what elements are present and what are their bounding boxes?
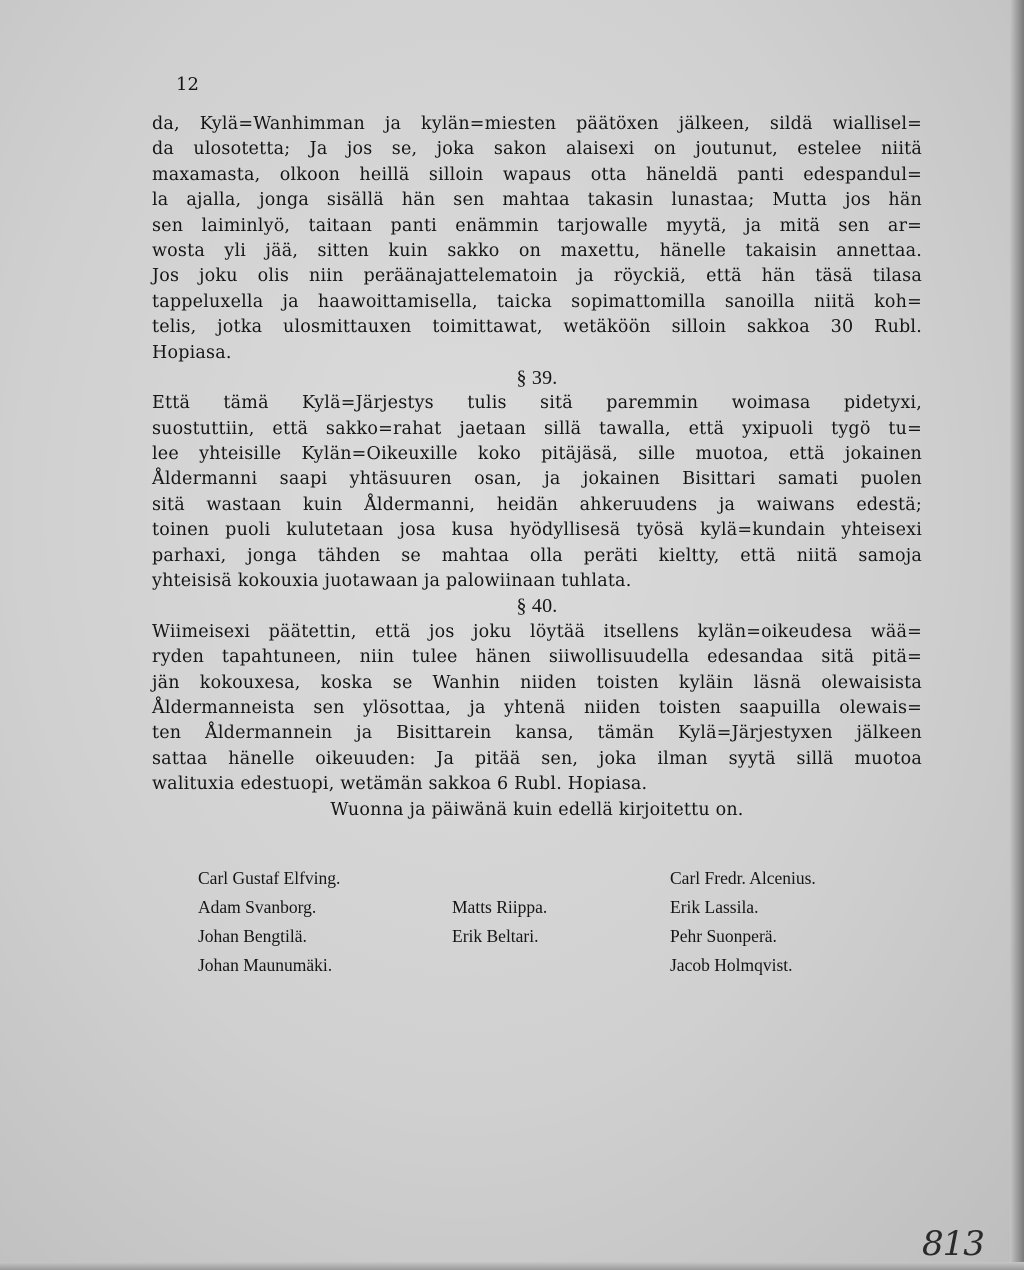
text-line: walituxia edestuopi, wetämän sakkoa 6 Rubl. Hopiasa. — [152, 774, 648, 795]
text-line: da, Kylä=Wanhimman ja kylän=miesten päätöxen jälkeen, sildä wiallisel= — [152, 114, 922, 134]
page-number: 12 — [176, 74, 199, 95]
signature-name: Johan Bengtilä. — [198, 926, 307, 946]
body-text — [152, 112, 922, 823]
text-line: Että tämä Kylä=Järjestys tulis sitä paremmin woimasa pidetyxi, — [152, 393, 922, 414]
signature-name: Carl Gustaf Elfving. — [198, 868, 341, 888]
page-edge-shadow — [1010, 0, 1024, 1270]
text-line: da ulosotetta; Ja jos se, joka sakon alaisexi on joutunut, estelee niitä — [152, 139, 922, 160]
text-line: lee yhteisille Kylän=Oikeuxille koko pitäjäsä, sille muotoa, että jokainen — [152, 444, 922, 465]
text-line: la ajalla, jonga sisällä hän sen mahtaa takasin lunastaa; Mutta jos hän — [152, 190, 922, 211]
text-line: Wiimeisexi päätettin, että jos joku löytää itsellens kylän=oikeudesa wää= — [152, 621, 922, 642]
closing-line: Wuonna ja päiwänä kuin edellä kirjoitettu on. — [330, 799, 744, 820]
signature-name: Erik Beltari. — [452, 926, 539, 946]
signature-row — [198, 897, 918, 926]
text-line: ten Åldermannein ja Bisittarein kansa, tämän Kylä=Järjestyxen jälkeen — [152, 723, 922, 744]
text-line: Jos joku olis niin peräänajattelematoin ja röyckiä, että hän täsä tilasa — [152, 266, 922, 287]
text-line: ryden tapahtuneen, niin tulee hänen siiwollisuudella edesandaa sitä pitä= — [152, 647, 922, 668]
signature-name: Jacob Holmqvist. — [670, 955, 793, 975]
text-line: Åldermanneista sen ylösottaa, ja yhtenä niiden toisten saapuilla olewais= — [152, 697, 922, 718]
text-line: jän kokouxesa, koska se Wanhin niiden toisten kyläin läsnä olewaisista — [152, 672, 922, 693]
text-line: toinen puoli kulutetaan josa kusa hyödyllisesä työsä kylä=kundain yhteisexi — [152, 520, 922, 541]
signature-name: Carl Fredr. Alcenius. — [670, 868, 816, 888]
text-line: sitä wastaan kuin Åldermanni, heidän ahkeruudens ja waiwans edestä; — [152, 494, 922, 515]
handwritten-folio-number: 813 — [922, 1224, 984, 1264]
text-line: suostuttiin, että sakko=rahat jaetaan sillä tawalla, että yxipuoli tygö tu= — [152, 418, 922, 439]
text-line: Hopiasa. — [152, 342, 232, 363]
text-line: yhteisisä kokouxia juotawaan ja palowiinaan tuhlata. — [152, 571, 632, 592]
text-line: Åldermanni saapi yhtäsuuren osan, ja jokainen Bisittari samati puolen — [152, 469, 922, 490]
signature-name: Adam Svanborg. — [198, 897, 317, 917]
signature-row — [198, 868, 918, 897]
signature-row — [198, 955, 918, 984]
signature-row — [198, 926, 918, 955]
text-line: sen laiminlyö, taitaan panti enämmin tarjowalle myytä, ja mitä sen ar= — [152, 215, 922, 236]
text-line: tappeluxella ja haawoittamisella, taicka sopimattomilla sanoilla niitä koh= — [152, 291, 922, 312]
signature-name: Erik Lassila. — [670, 897, 759, 917]
signature-block — [198, 868, 918, 984]
text-line: parhaxi, jonga tähden se mahtaa olla peräti kieltty, että niitä samoja — [152, 545, 922, 566]
text-line: sattaa hänelle oikeuuden: Ja pitää sen, joka ilman syytä sillä muotoa — [152, 748, 922, 769]
text-line: telis, jotka ulosmittauxen toimittawat, wetäköön silloin sakkoa 30 Rubl. — [152, 317, 922, 338]
section-heading-40: § 40. — [516, 595, 558, 618]
section-heading-39: § 39. — [516, 366, 558, 389]
text-line: wosta yli jää, sitten kuin sakko on maxettu, hänelle takaisin annettaa. — [152, 240, 922, 261]
text-line: maxamasta, olkoon heillä silloin wapaus otta häneldä panti edespandul= — [152, 164, 922, 185]
signature-name: Pehr Suonperä. — [670, 926, 777, 946]
signature-name: Johan Maunumäki. — [198, 955, 333, 975]
signature-name: Matts Riippa. — [452, 897, 548, 917]
page-bottom-edge — [0, 1262, 1024, 1270]
